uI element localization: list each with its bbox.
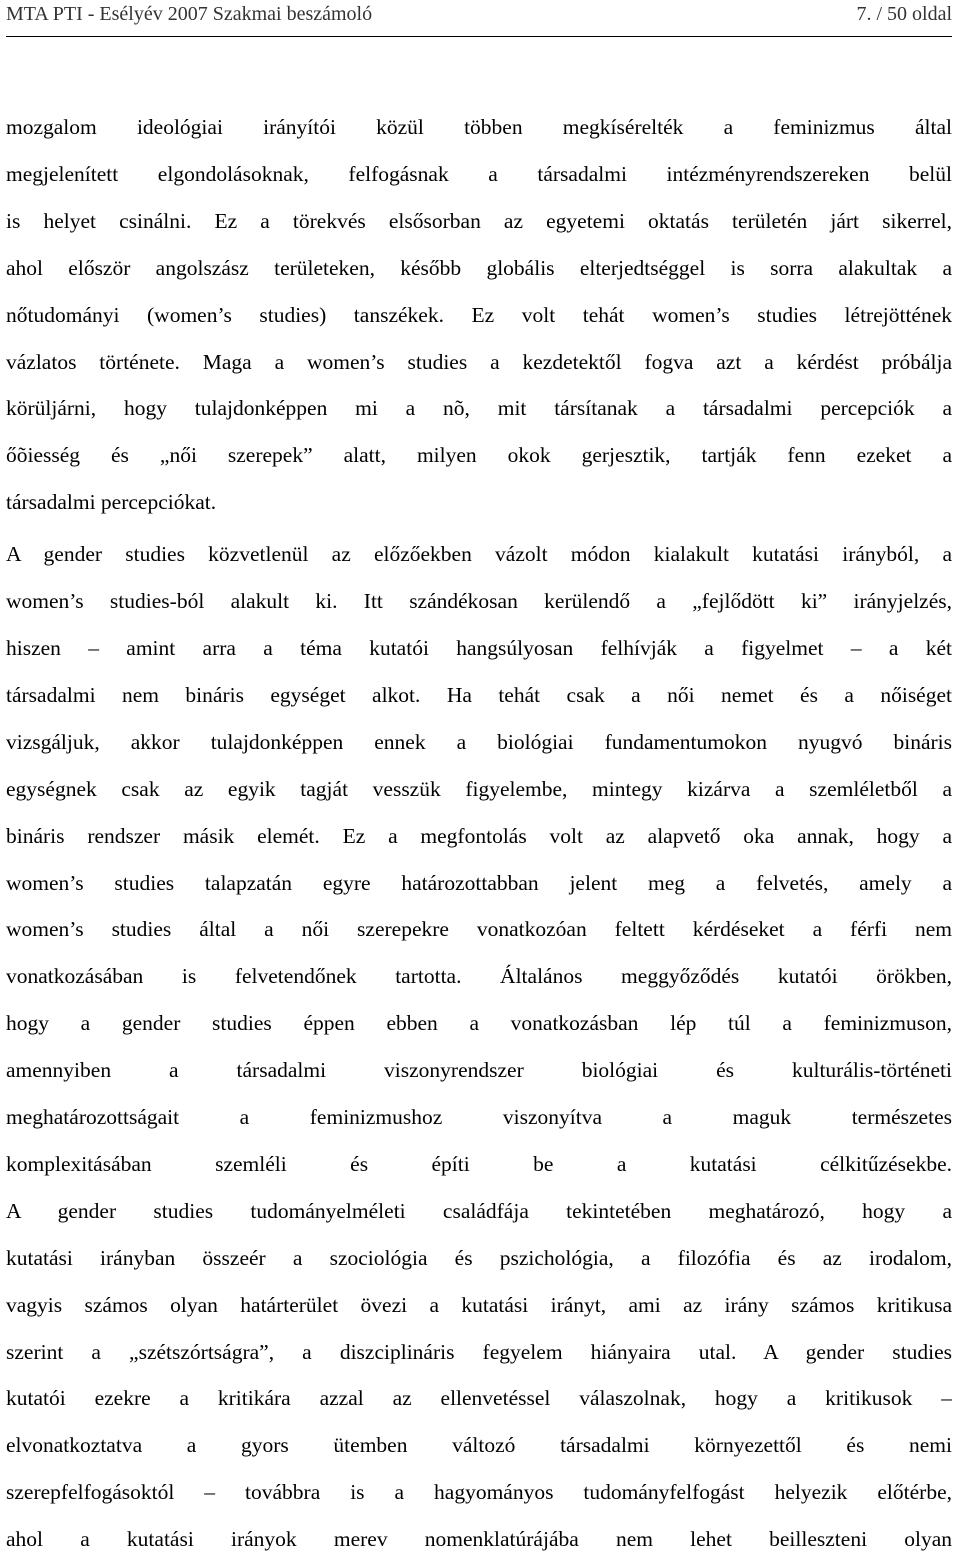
text-line: is helyet csinálni. Ez a törekvés elsősorban az egyetemi oktatás területén járt sikerrel,	[6, 208, 952, 233]
text-line: A gender studies tudományelméleti családfája tekintetében meghatározó, hogy a	[6, 1198, 952, 1223]
document-body	[6, 104, 952, 1563]
text-line: körüljárni, hogy tulajdonképpen mi a nõ, mit társítanak a társadalmi percepciók a	[6, 396, 952, 421]
text-line: amennyiben a társadalmi viszonyrendszer biológiai és kulturális-történeti	[6, 1058, 952, 1083]
text-line: megjelenített elgondolásoknak, felfogásnak a társadalmi intézményrendszereken belül	[6, 161, 952, 186]
text-line: A gender studies közvetlenül az előzőekben vázolt módon kialakult kutatási irányból, a	[6, 542, 952, 567]
text-line: komplexitásában szemléli és építi be a kutatási célkitűzésekbe.	[6, 1151, 952, 1176]
document-title: MTA PTI - Esélyév 2007 Szakmai beszámoló	[6, 3, 373, 25]
text-line: szerepfelfogásoktól – továbbra is a hagyományos tudományfelfogást helyezik előtérbe,	[6, 1480, 952, 1505]
paragraph-2	[6, 531, 952, 1563]
text-line: vázlatos története. Maga a women’s studies a kezdetektől fogva azt a kérdést próbálja	[6, 349, 952, 374]
paragraph-1	[6, 104, 952, 526]
text-line: bináris rendszer másik elemét. Ez a megfontolás volt az alapvető oka annak, hogy a	[6, 823, 952, 848]
text-line: elvonatkoztatva a gyors ütemben változó társadalmi környezettől és nemi	[6, 1433, 952, 1458]
page-header	[6, 0, 952, 37]
text-line: women’s studies-ból alakult ki. Itt szándékosan kerülendő a „fejlődött ki” irányjelzés,	[6, 589, 952, 614]
text-line: szerint a „szétszórtságra”, a diszciplináris fegyelem hiányaira utal. A gender studies	[6, 1339, 952, 1364]
text-line: women’s studies által a női szerepekre vonatkozóan feltett kérdéseket a férfi nem	[6, 917, 952, 942]
text-line: nőtudományi (women’s studies) tanszékek. Ez volt tehát women’s studies létrejöttének	[6, 302, 952, 327]
text-line: kutatói ezekre a kritikára azzal az ellenvetéssel válaszolnak, hogy a kritikusok –	[6, 1386, 952, 1411]
text-line: vizsgáljuk, akkor tulajdonképpen ennek a biológiai fundamentumokon nyugvó bináris	[6, 729, 952, 754]
text-line: hiszen – amint arra a téma kutatói hangsúlyosan felhívják a figyelmet – a két	[6, 635, 952, 660]
text-line: mozgalom ideológiai irányítói közül többen megkísérelték a feminizmus által	[6, 115, 952, 139]
text-line: women’s studies talapzatán egyre határozottabban jelent meg a felvetés, amely a	[6, 870, 952, 895]
text-line: egységnek csak az egyik tagját vesszük figyelembe, mintegy kizárva a szemléletből a	[6, 776, 952, 801]
text-line: hogy a gender studies éppen ebben a vonatkozásban lép túl a feminizmuson,	[6, 1011, 952, 1036]
page-indicator: 7. / 50 oldal	[856, 3, 952, 25]
text-line: vagyis számos olyan határterület övezi a kutatási irányt, ami az irány számos kritikusa	[6, 1292, 952, 1317]
text-line: ahol a kutatási irányok merev nomenklatúrájába nem lehet beilleszteni olyan	[6, 1527, 952, 1552]
text-line: vonatkozásában is felvetendőnek tartotta. Általános meggyőződés kutatói örökben,	[6, 964, 952, 989]
text-line: kutatási irányban összeér a szociológia és pszichológia, a filozófia és az irodalom,	[6, 1245, 952, 1270]
text-line: ahol először angolszász területeken, később globális elterjedtséggel is sorra alakultak a	[6, 255, 952, 280]
text-line: társadalmi percepciókat.	[6, 490, 217, 515]
text-line: őõiesség és „női szerepek” alatt, milyen okok gerjesztik, tartják fenn ezeket a	[6, 443, 952, 468]
text-line: meghatározottságait a feminizmushoz viszonyítva a maguk természetes	[6, 1105, 952, 1130]
text-line: társadalmi nem bináris egységet alkot. Ha tehát csak a női nemet és a nőiséget	[6, 682, 952, 707]
